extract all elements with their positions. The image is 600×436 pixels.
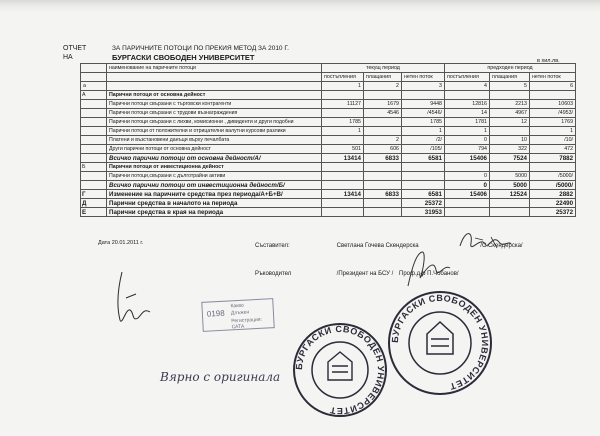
value-cell: 22490 [530, 199, 576, 208]
previous-period-header: предходен период [445, 64, 576, 73]
row-code [81, 181, 107, 190]
header-blank-cell [107, 73, 322, 82]
value-cell: 11127 [322, 100, 364, 109]
value-cell: 0 [445, 172, 490, 181]
table-row [81, 163, 576, 172]
row-code [81, 136, 107, 145]
report-date: Дата 20.01.2011 г. [98, 240, 144, 246]
table-row [81, 109, 576, 118]
value-cell: 501 [322, 145, 364, 154]
subheader-cell: постъпления [322, 73, 364, 82]
compiler-handwritten-signature [455, 228, 515, 258]
row-label: Парични потоци свързани с търговски контрагенти [107, 100, 322, 109]
value-cell: 1 [445, 127, 490, 136]
subheader-cell: плащания [364, 73, 402, 82]
value-cell: 322 [490, 145, 530, 154]
value-cell: 10603 [530, 100, 576, 109]
current-period-header: текущ период [322, 64, 445, 73]
row-code: Д [81, 199, 107, 208]
stamp-text: Регистрация: САТА [231, 316, 263, 331]
value-cell [445, 163, 490, 172]
value-cell: 1 [322, 127, 364, 136]
row-label: Парични потоци от инвестиционна дейност [107, 163, 322, 172]
value-cell [364, 172, 402, 181]
value-cell [322, 208, 364, 217]
row-label: Парични потоци от положителни и отрицателни валутни курсови разлики [107, 127, 322, 136]
value-cell: 12 [490, 118, 530, 127]
value-cell [364, 208, 402, 217]
value-cell [402, 163, 445, 172]
value-cell: 9448 [402, 100, 445, 109]
value-cell: 606 [364, 145, 402, 154]
value-cell [530, 163, 576, 172]
value-cell: 0 [445, 136, 490, 145]
index-cell [107, 82, 322, 91]
table-row [81, 136, 576, 145]
header-code-cell [81, 64, 107, 73]
value-cell [322, 163, 364, 172]
value-cell: 1769 [530, 118, 576, 127]
registration-stamp [201, 298, 274, 332]
row-label: Парични потоци,свързани с дълготрайни активи [107, 172, 322, 181]
value-cell: 5000 [490, 172, 530, 181]
row-code: Е [81, 208, 107, 217]
value-cell: 25372 [402, 199, 445, 208]
head-handwritten-signature [400, 248, 455, 290]
table-row [81, 172, 576, 181]
index-cell: 3 [402, 82, 445, 91]
value-cell: 10 [490, 136, 530, 145]
value-cell [322, 91, 364, 100]
row-code [81, 172, 107, 181]
value-cell: 31953 [402, 208, 445, 217]
value-cell: 12524 [490, 190, 530, 199]
value-cell: 1785 [322, 118, 364, 127]
value-cell: 1679 [364, 100, 402, 109]
index-cell: 2 [364, 82, 402, 91]
value-cell: 794 [445, 145, 490, 154]
svg-text:БУРГАСКИ СВОБОДЕН УНИВЕРСИТЕТ: БУРГАСКИ СВОБОДЕН УНИВЕРСИТЕТ [293, 323, 387, 417]
value-cell: 25372 [530, 208, 576, 217]
value-cell [364, 91, 402, 100]
value-cell: 2 [364, 136, 402, 145]
index-cell: 1 [322, 82, 364, 91]
value-cell [445, 208, 490, 217]
row-code: Г [81, 190, 107, 199]
head-label: Ръководител [255, 271, 292, 277]
value-cell [490, 208, 530, 217]
unit-label: в хил.лв. [537, 58, 560, 64]
value-cell: 6581 [402, 190, 445, 199]
value-cell: /105/ [402, 145, 445, 154]
row-label: Всичко парични потоци от основна дейност/А/ [107, 154, 322, 163]
table-row [81, 145, 576, 154]
compiler-label: Съставител: [255, 243, 290, 249]
row-label: Парични средства в края на периода [107, 208, 322, 217]
row-label: Парични средства в началото на периода [107, 199, 322, 208]
table-row [81, 127, 576, 136]
index-cell: а [81, 82, 107, 91]
index-row [81, 82, 576, 91]
value-cell [322, 109, 364, 118]
value-cell: 6581 [402, 154, 445, 163]
row-code [81, 118, 107, 127]
value-cell: 13414 [322, 154, 364, 163]
report-label [63, 44, 86, 62]
row-label: Парични потоци от основна дейност [107, 91, 322, 100]
report-title: ЗА ПАРИЧНИТЕ ПОТОЦИ ПО ПРЕКИЯ МЕТОД ЗА 2010 Г. [112, 45, 289, 52]
subheader-cell: нетен поток [402, 73, 445, 82]
value-cell [322, 172, 364, 181]
margin-handwritten-signature [108, 268, 158, 328]
table-row [81, 100, 576, 109]
value-cell: 4546 [364, 109, 402, 118]
header-row-2 [81, 73, 576, 82]
row-label: Парични потоци свързани с лихви, комисионни , дивиденти и други подобни [107, 118, 322, 127]
value-cell: 5000 [490, 181, 530, 190]
value-cell: 13414 [322, 190, 364, 199]
value-cell: 472 [530, 145, 576, 154]
table-row [81, 154, 576, 163]
value-cell [364, 163, 402, 172]
otchet-label: ОТЧЕТ [63, 45, 87, 52]
compiler-paren: /С.Скендерска/ [480, 243, 523, 249]
na-label: НА [63, 54, 73, 61]
value-cell: 12816 [445, 100, 490, 109]
row-code [81, 154, 107, 163]
row-label: Платени и възстановени данъци върху печалбата [107, 136, 322, 145]
stamp-text: Какво [230, 302, 244, 310]
table-row [81, 208, 576, 217]
cash-flow-table [80, 63, 576, 217]
value-cell: /10/ [530, 136, 576, 145]
row-label: Парични потоци свързани с трудови възнаграждения [107, 109, 322, 118]
subheader-cell: постъпления [445, 73, 490, 82]
value-cell: 14 [445, 109, 490, 118]
stamp-number: 0198 [206, 308, 225, 319]
value-cell: 15406 [445, 190, 490, 199]
handwritten-certification-note: Вярно с оригинала [160, 370, 281, 384]
report-title-block [112, 44, 289, 62]
header-code-cell [81, 73, 107, 82]
table-row [81, 118, 576, 127]
head-paren: Проф.д-р П.Чобанов/ [399, 271, 459, 277]
subheader-cell: плащания [490, 73, 530, 82]
value-cell: 1785 [402, 118, 445, 127]
value-cell [402, 181, 445, 190]
value-cell: 4967 [490, 109, 530, 118]
value-cell [322, 199, 364, 208]
value-cell [490, 163, 530, 172]
university-seal-left [290, 320, 390, 420]
value-cell [402, 91, 445, 100]
value-cell [402, 172, 445, 181]
table-row [81, 181, 576, 190]
value-cell: 6833 [364, 154, 402, 163]
value-cell [364, 127, 402, 136]
value-cell [364, 181, 402, 190]
row-code [81, 109, 107, 118]
value-cell: 7524 [490, 154, 530, 163]
value-cell [490, 91, 530, 100]
svg-text:БУРГАСКИ СВОБОДЕН УНИВЕРСИТЕТ: БУРГАСКИ СВОБОДЕН УНИВЕРСИТЕТ [389, 292, 491, 392]
value-cell [445, 91, 490, 100]
row-label: Други парични потоци от основна дейност [107, 145, 322, 154]
value-cell: 15406 [445, 154, 490, 163]
value-cell [322, 136, 364, 145]
value-cell [490, 199, 530, 208]
index-cell: 4 [445, 82, 490, 91]
value-cell: /2/ [402, 136, 445, 145]
value-cell [364, 118, 402, 127]
value-cell: 0 [445, 181, 490, 190]
header-row-1 [81, 64, 576, 73]
value-cell: /4953/ [530, 109, 576, 118]
subheader-cell: нетен поток [530, 73, 576, 82]
value-cell: 2213 [490, 100, 530, 109]
row-code: Б [81, 163, 107, 172]
index-cell: 6 [530, 82, 576, 91]
value-cell: 1 [530, 127, 576, 136]
table-row [81, 190, 576, 199]
value-cell [530, 91, 576, 100]
table-row [81, 199, 576, 208]
value-cell: 1 [402, 127, 445, 136]
index-cell: 5 [490, 82, 530, 91]
row-label: Всичко парични потоци от инвестиционна дейност/Б/ [107, 181, 322, 190]
row-label: Изменение на паричните средства през периода/А+Б+В/ [107, 190, 322, 199]
value-cell: 7882 [530, 154, 576, 163]
value-cell [364, 199, 402, 208]
value-cell [490, 127, 530, 136]
header-name-cell: наименование на паричните потоци [107, 64, 322, 73]
value-cell: 1781 [445, 118, 490, 127]
value-cell: /5000/ [530, 181, 576, 190]
table-row [81, 91, 576, 100]
row-code: А [81, 91, 107, 100]
value-cell [322, 181, 364, 190]
row-code [81, 127, 107, 136]
head-name: /Президент на БСУ / [336, 271, 394, 277]
organization-name: БУРГАСКИ СВОБОДЕН УНИВЕРСИТЕТ [112, 53, 255, 62]
value-cell: 2882 [530, 190, 576, 199]
value-cell: /5000/ [530, 172, 576, 181]
value-cell: /4546/ [402, 109, 445, 118]
row-code [81, 100, 107, 109]
value-cell [445, 199, 490, 208]
stamp-text: Длъжен [230, 309, 250, 317]
compiler-name: Светлана Гочева Скендерска [336, 243, 419, 249]
university-seal-right [385, 288, 495, 398]
row-code [81, 145, 107, 154]
value-cell: 6833 [364, 190, 402, 199]
